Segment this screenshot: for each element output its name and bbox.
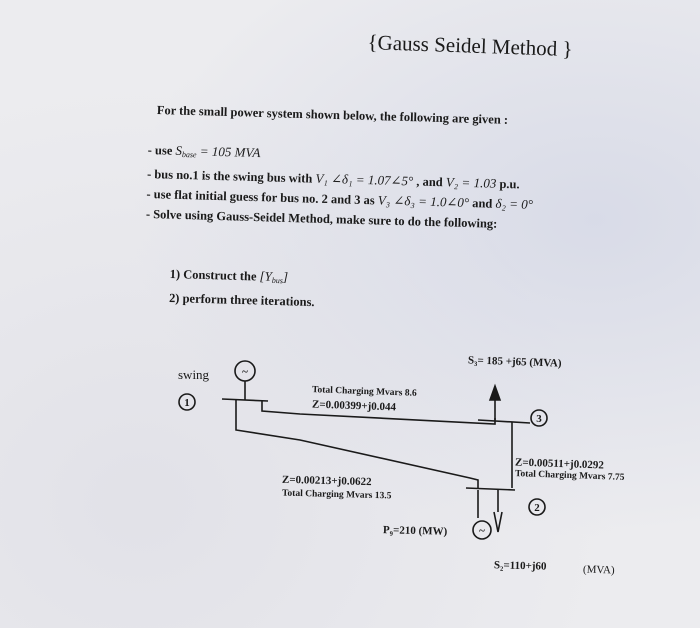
gen-1-glyph: ~ bbox=[242, 366, 248, 378]
bus-3-number: 3 bbox=[536, 413, 542, 425]
bus-3-bar bbox=[478, 420, 530, 423]
task-construct-ybus: 1) Construct the $[Y_{bus}]$ bbox=[169, 266, 289, 286]
task-iterations: 2) perform three iterations. bbox=[168, 290, 315, 310]
line-1-3-impedance: Z=0.00399+j0.044 bbox=[311, 398, 397, 414]
given-flat-start: - use flat initial guess for bus no. 2 and 3 as V₃ ∠δ₃ = 1.0∠0° and δ₂ = 0° bbox=[146, 186, 534, 212]
load-2-power: S₂=110+j60 bbox=[493, 559, 547, 573]
bus-1-number: 1 bbox=[184, 397, 190, 409]
problem-intro: For the small power system shown below, the following are given : bbox=[156, 103, 509, 127]
given-sbase: - use $S_{base} = 105$ MVA bbox=[147, 142, 261, 161]
line-2-3-impedance: Z=0.00511+j0.0292 bbox=[514, 456, 605, 472]
gen-2-glyph: ~ bbox=[479, 525, 485, 537]
line-1-2-impedance: Z=0.00213+j0.0622 bbox=[281, 473, 372, 489]
line-1-2-charging: Total Charging Mvars 13.5 bbox=[281, 488, 392, 502]
load-2-unit: (MVA) bbox=[582, 563, 615, 577]
line-1-3-charging: Total Charging Mvars 8.6 bbox=[311, 385, 417, 399]
load-3-arrow bbox=[490, 386, 500, 400]
given-method: - Solve using Gauss-Seidel Method, make sure to do the following: bbox=[145, 206, 498, 231]
swing-label: swing bbox=[178, 367, 210, 382]
given-swing-bus: - bus no.1 is the swing bus with V₁ ∠δ₁ = 1.07∠5° , and V₂ = 1.03 p.u. bbox=[146, 166, 520, 192]
line-2-3-charging: Total Charging Mvars 7.75 bbox=[514, 469, 625, 483]
load-2-arrow bbox=[494, 512, 502, 532]
load-3-power: S₃= 185 +j65 (MVA) bbox=[467, 354, 562, 370]
page-title: {Gauss Seidel Method } bbox=[367, 30, 573, 62]
bus-2-bar bbox=[466, 488, 515, 490]
gen-2-power: P₉=210 (MW) bbox=[382, 524, 448, 538]
bus-2-number: 2 bbox=[534, 502, 540, 514]
